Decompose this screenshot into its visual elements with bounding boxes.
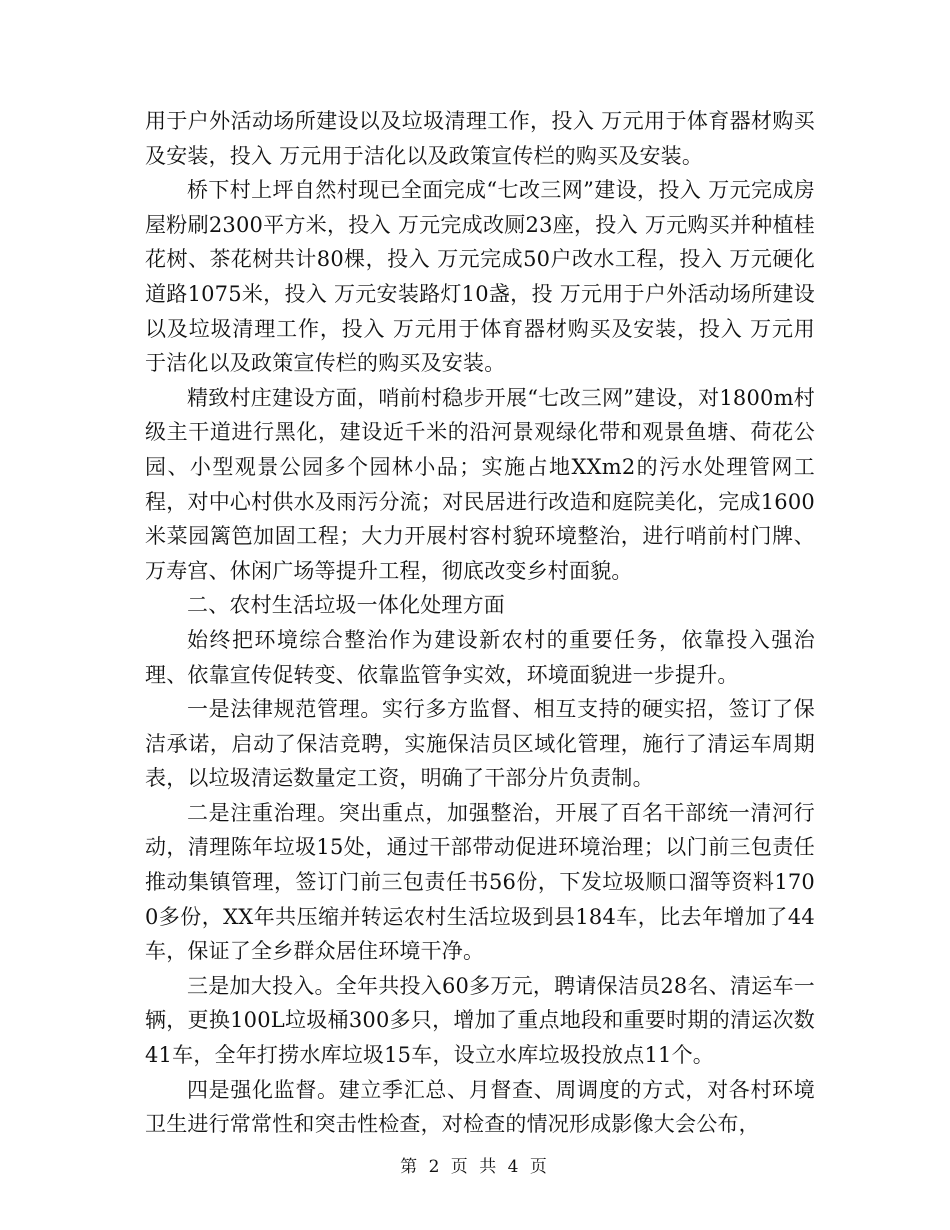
paragraph-6: 一是法律规范管理。实行多方监督、相互支持的硬实招，签订了保洁承诺，启动了保洁竞聘，实施保洁员区域化管理，施行了清运车周期表，以垃圾清运数量定工资，明确了干部分片负责制。: [145, 697, 815, 791]
document-body: [145, 104, 815, 1142]
page-number-footer: 第 2 页 共 4 页: [400, 1157, 550, 1177]
paragraph-7: 二是注重治理。突出重点，加强整治，开展了百名干部统一清河行动，清理陈年垃圾15处，通过干部带动促进环境治理；以门前三包责任推动集镇管理，签订门前三包责任书56份，下发垃圾顺口溜等资料1700多份，XX年共压缩并转运农村生活垃圾到县184车，比去年增加了44车，保证了全乡群众居住环境干净。: [145, 800, 815, 964]
paragraph-3: 精致村庄建设方面，哨前村稳步开展“七改三网”建设，对1800m村级主干道进行黑化，建设近千米的沿河景观绿化带和观景鱼塘、荷花公园、小型观景公园多个园林小品；实施占地XXm2的污水处理管网工程，对中心村供水及雨污分流；对民居进行改造和庭院美化，完成1600米菜园篱笆加固工程；大力开展村容村貌环境整治，进行哨前村门牌、万寿宫、休闲广场等提升工程，彻底改变乡村面貌。: [145, 385, 815, 583]
paragraph-5: 始终把环境综合整治作为建设新农村的重要任务，依靠投入强治理、依靠宣传促转变、依靠监管争实效，环境面貌进一步提升。: [145, 627, 815, 687]
paragraph-8: 三是加大投入。全年共投入60多万元，聘请保洁员28名、清运车一辆，更换100L垃圾桶300多只，增加了重点地段和重要时期的清运次数41车，全年打捞水库垃圾15车，设立水库垃圾投放点11个。: [145, 973, 815, 1068]
paragraph-9: 四是强化监督。建立季汇总、月督查、周调度的方式，对各村环境卫生进行常常性和突击性检查，对检查的情况形成影像大会公布，: [145, 1077, 815, 1137]
section-heading: 二、农村生活垃圾一体化处理方面: [187, 593, 505, 618]
paragraph-2: 桥下村上坪自然村现已全面完成“七改三网”建设，投入 万元完成房屋粉刷2300平方米，投入 万元完成改厕23座，投入 万元购买并种植桂花树、茶花树共计80棵，投入 万元完成50户改水工程，投入 万元硬化道路1075米，投入 万元安装路灯10盏，投 万元用于户外活动场所建设以及垃圾清理工作，投入 万元用于体育器材购买及安装，投入 万元用于洁化以及政策宣传栏的购买及安装。: [145, 178, 815, 376]
paragraph-1: 用于户外活动场所建设以及垃圾清理工作，投入 万元用于体育器材购买及安装，投入 万元用于洁化以及政策宣传栏的购买及安装。: [145, 109, 815, 168]
